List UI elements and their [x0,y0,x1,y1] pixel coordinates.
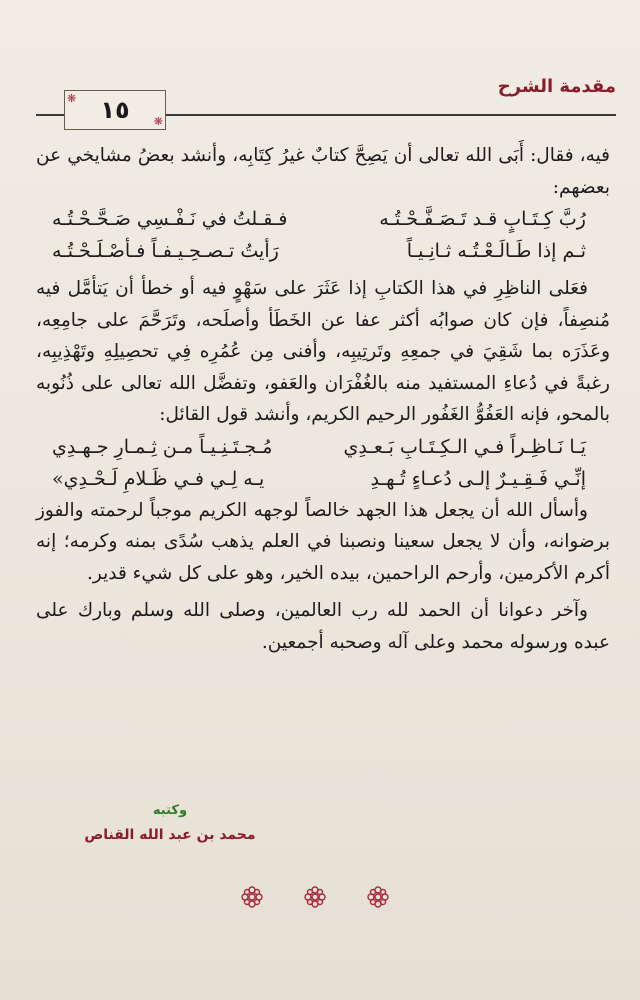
body-text [36,140,610,658]
verse-hemistich: مُـجـتَـنِـيـاً مـن ثِـمـارِ جـهـدِي [52,435,273,458]
page-number-frame [64,90,166,130]
opening-line: فيه، فقال: أَبَى الله تعالى أن يَصِحَّ كتابٌ غيرُ كِتَابِه، وأنشد بعضُ مشايخي عن بعضهم: [36,145,610,198]
paragraph: وأسأل الله أن يجعل هذا الجهد خالصاً لوجهه الكريم موجباً لرحمته والفوز برضوانه، وأن لا يجعل سعينا ونصبنا في العلم يذهب سُدًى بمنه وكرمه؛ إنه أكرم الأكرمين، وأرحم الراحمين، بيده الخير، وهو على كل شيء قدير. [36,499,610,584]
verse-line [36,235,610,267]
verse-hemistich: يـه لِـي فـي ظَـلامِ لَـحْـدِي» [52,467,265,490]
footer-ornaments [240,885,390,909]
verse-line [36,463,610,495]
paragraph: فعَلى الناظِرِ في هذا الكتابِ إذا عَثَرَ على سَهْوٍ فيه أو خطأ أن يَتأمَّل فيه مُنصِفاً، فإن كان صوابُه أكثر عفا عن الخَطَأ وأصلَحه، وتَرَحَّمَ على جامِعِه، وعَذَرَه بما شَقِيَ في جمعِهِ وتَرتِيبِه، وأفنى مِن عُمُرِه فِي تحصِيلِهِ وتَهْذِيبِه، رغبةً في دُعاءِ المستفيد منه بالغُفْرَان والعَفو، وتفضَّل الله تعالى على ذُنُوبه بالمحو، فإنه العَفُوُّ الغَفُور الرحيم الكريم، وأنشد قول القائل: [36,278,610,425]
signature-label: وكتبه [152,803,188,818]
verse-line [36,431,610,463]
rosette-icon [303,885,327,909]
page-header [36,70,616,130]
verse-hemistich: يَـا نَـاظِـراً فـي الـكِـتَـابِ بَـعـدِي [343,435,586,458]
verse-hemistich: رُبَّ كِـتَـابٍ قـد تَـصَـفَّـحْـتُـه [379,208,586,230]
rosette-icon [240,885,264,909]
corner-ornament-icon: ❋ [153,115,163,128]
verse-hemistich: ثـم إذا طَـالَـعْـتُـه ثـانِـيـاً [406,240,586,262]
page-number: ١٥ [100,96,130,124]
verse-hemistich: رَأيتُ تـصـحِـيـفـاً فـأصْـلَـحْـتُـه [52,240,279,262]
verse-line [36,203,610,235]
verse-hemistich: فـقـلتُ في نَـفْـسِي صَـحَّـحْـتُـه [52,208,288,230]
chapter-title: مقدمة الشرح [497,76,616,97]
corner-ornament-icon: ❋ [67,92,77,105]
paragraph: وآخر دعوانا أن الحمد لله رب العالمين، وصلى الله وسلم وبارك على عبده ورسوله محمد وعلى آله وصحبه أجمعين. [36,600,610,653]
rosette-icon [366,885,390,909]
author-signature [60,800,280,848]
verse-hemistich: إنِّـي فَـقِـيـرٌ إلـى دُعـاءٍ تُـهـدِ [370,467,586,490]
author-name: محمد بن عبد الله القناص [84,827,256,843]
